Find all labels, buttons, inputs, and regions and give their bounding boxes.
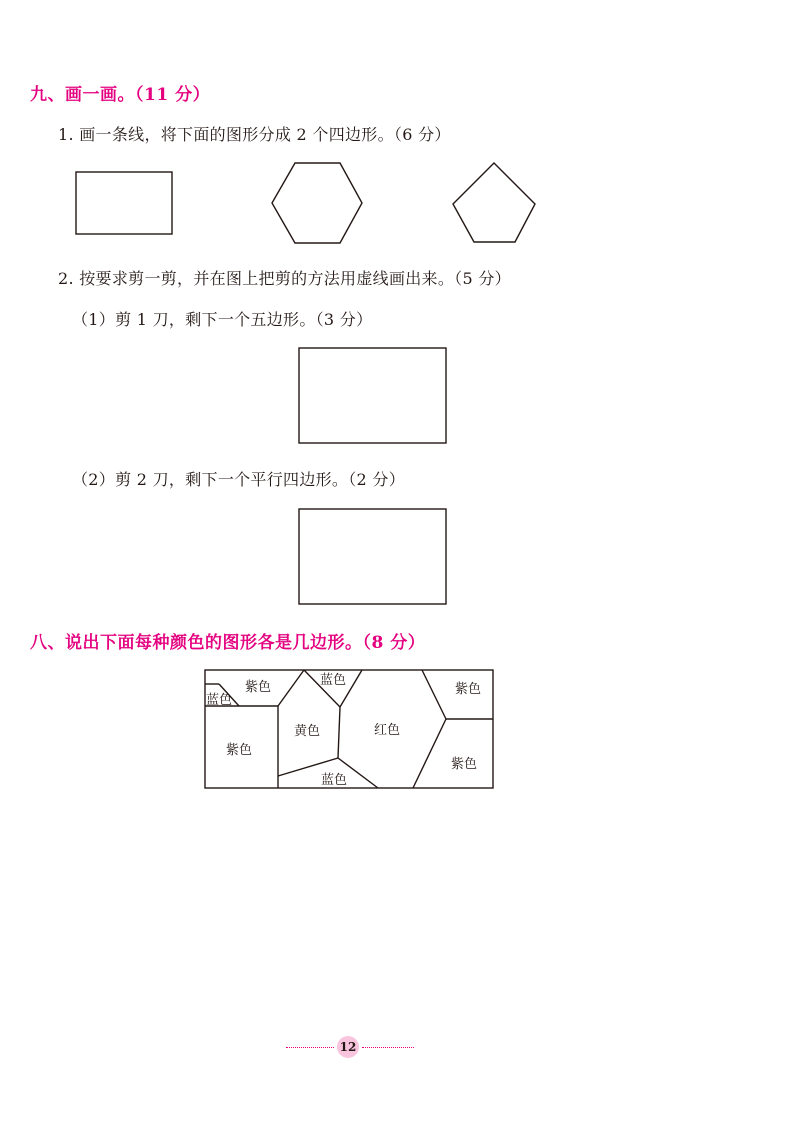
question-1-text: 1. 画一条线，将下面的图形分成 2 个四边形。（6 分） <box>58 125 451 144</box>
question-2-text: 2. 按要求剪一剪，并在图上把剪的方法用虚线画出来。（5 分） <box>58 269 511 288</box>
footer-dotted-line-left <box>286 1047 334 1048</box>
label-purple-top-right: 紫色 <box>455 682 482 697</box>
label-blue-left: 蓝色 <box>206 693 233 708</box>
question-2-2-text: （2）剪 2 刀，剩下一个平行四边形。（2 分） <box>72 470 405 489</box>
label-yellow: 黄色 <box>294 724 321 739</box>
divider-line <box>278 670 304 706</box>
page-number: 12 <box>337 1036 359 1058</box>
footer-dotted-line-right <box>362 1047 414 1048</box>
question-2-1-text: （1）剪 1 刀，剩下一个五边形。（3 分） <box>72 310 373 329</box>
label-purple-top: 紫色 <box>245 680 272 695</box>
label-blue-top: 蓝色 <box>320 673 347 688</box>
label-red: 红色 <box>374 723 401 738</box>
divider-line <box>422 670 446 719</box>
section-9-heading: 九、画一画。（11 分） <box>30 85 211 105</box>
divider-line <box>338 707 340 758</box>
label-purple-bottom-right: 紫色 <box>451 757 478 772</box>
section-8-heading: 八、说出下面每种颜色的图形各是几边形。（8 分） <box>30 633 426 653</box>
divider-line <box>413 719 446 788</box>
label-purple-left: 紫色 <box>226 743 253 758</box>
label-blue-bottom: 蓝色 <box>321 773 348 788</box>
